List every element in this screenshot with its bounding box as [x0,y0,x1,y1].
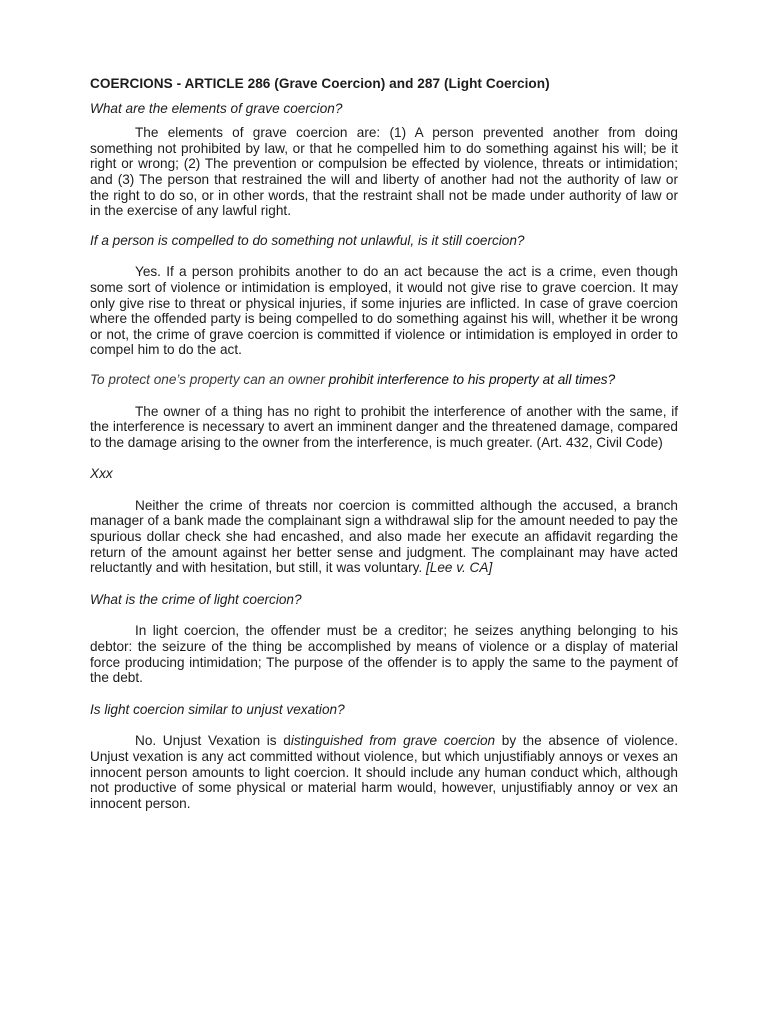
question-protect-property [90,372,678,388]
document-page [90,76,678,827]
paragraph-compelled-answer: Yes. If a person prohibits another to do an act because the act is a crime, even though some sort of violence or intimidation is employed, it would not give rise to grave coercion. It may only give rise to threat or physical injuries, if some injuries are inflicted. In case of grave coercion where the offended party is being compelled to do something against his will, whether it be wrong or not, the crime of grave coercion is committed if violence or intimidation is employed in order to compel him to do the act. [90,264,678,358]
paragraph-light-coercion: In light coercion, the offender must be a creditor; he seizes anything belonging to his debtor: the seizure of the thing be accomplished by means of violence or a display of material force producing intimidation; The purpose of the offender is to apply the same to the payment of the debt. [90,623,678,686]
paragraph-elements: The elements of grave coercion are: (1) A person prevented another from doing something not prohibited by law, or that he compelled him to do something against his will; be it right or wrong; (2) The prevention or compulsion be effected by violence, threats or intimidation; and (3) The person that restrained the will and liberty of another had not the authority of law or the right to do so, or in other words, that the restraint shall not be made under authority of law or in the exercise of any lawful right. [90,125,678,219]
question-protect-property-part2: prohibit interference to his property at all times? [328,371,616,387]
paragraph-lee-v-ca [90,498,678,576]
xxx-marker: Xxx [90,466,113,482]
paragraph-property-answer: The owner of a thing has no right to prohibit the interference of another with the same, if the interference is necessary to avert an imminent danger and the threatened damage, compared to the damage arising to the owner from the interference, is much greater. (Art. 432, Civil Code) [90,403,678,450]
paragraph-unjust-vexation-part1: No. Unjust Vexation is d [135,733,291,749]
document-title: COERCIONS - ARTICLE 286 (Grave Coercion) and 287 (Light Coercion) [90,76,550,91]
paragraph-unjust-vexation [90,733,678,811]
question-protect-property-part1: To protect one’s property can an owner [90,371,329,387]
case-citation: [Lee v. CA] [425,560,493,576]
question-unjust-vexation: Is light coercion similar to unjust vexation? [90,701,345,717]
question-grave-coercion-elements: What are the elements of grave coercion? [90,100,343,116]
question-compelled-not-unlawful: If a person is compelled to do something not unlawful, is it still coercion? [90,232,525,248]
paragraph-unjust-vexation-italic: istinguished from grave coercion [290,733,496,749]
paragraph-unjust-vexation-part3: by the absence of violence. Unjust vexation is any act committed without violence, but which unjustifiably annoys or vexes an innocent person amounts to light coercion. It should include any human conduct which, although not productive of some physical or material harm would, however, unjustifiably annoy or vex an innocent person. [90,733,678,811]
paragraph-lee-v-ca-text: Neither the crime of threats nor coercion is committed although the accused, a branch manager of a bank made the complainant sign a withdrawal slip for the amount needed to pay the spurious dollar check she had encashed, and also made her execute an affidavit regarding the return of the amount against her better sense and judgment. The complainant may have acted reluctantly and with hesitation, but still, it was voluntary. [90,497,678,576]
question-light-coercion: What is the crime of light coercion? [90,591,302,607]
